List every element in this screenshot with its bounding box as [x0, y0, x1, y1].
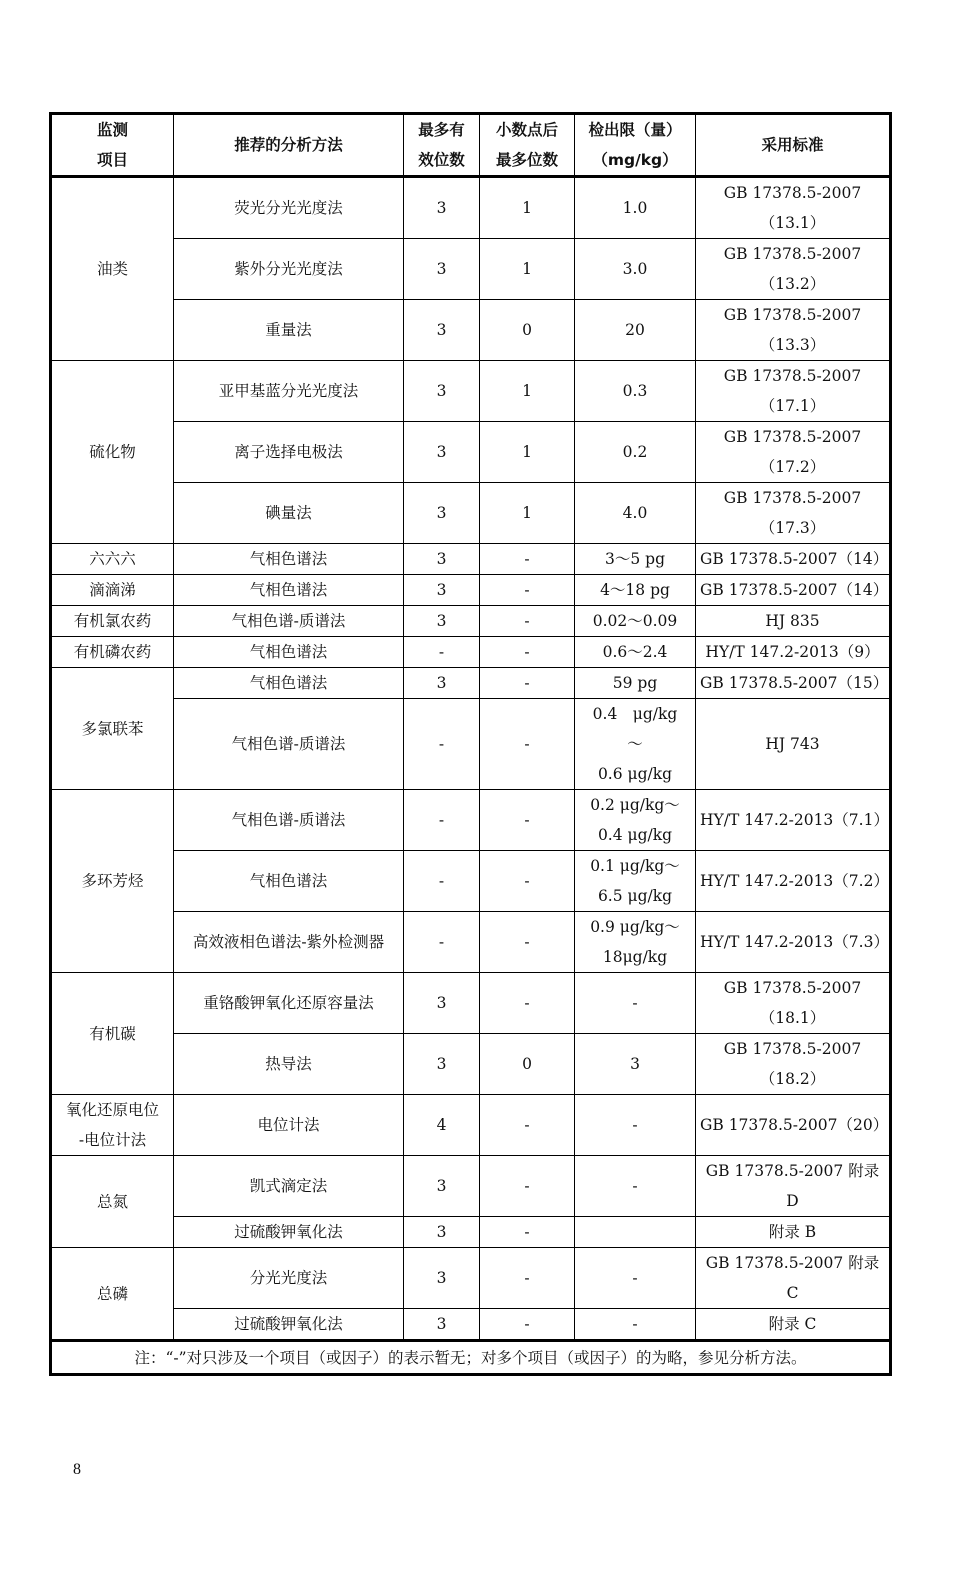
page-number: 8: [73, 1461, 81, 1478]
table-row: [51, 483, 891, 544]
standard-cell: 附录 B: [696, 1217, 891, 1248]
header-method: 推荐的分析方法: [174, 114, 404, 177]
table-row: [51, 544, 891, 575]
standard-cell: GB 17378.5-2007（13.2）: [696, 239, 891, 300]
decimal-places-cell: -: [480, 575, 575, 606]
item-cell: 有机氯农药: [51, 606, 174, 637]
table-row: [51, 668, 891, 699]
significant-digits-cell: 3: [404, 1217, 480, 1248]
decimal-places-cell: -: [480, 912, 575, 973]
significant-digits-cell: 3: [404, 668, 480, 699]
detection-limit-cell-line: 0.4 μg/kg ～: [592, 705, 693, 753]
standard-cell: GB 17378.5-2007（17.3）: [696, 483, 891, 544]
table-header: [51, 114, 891, 177]
detection-limit-cell: -: [575, 1095, 696, 1156]
standard-cell-line: C: [786, 1284, 799, 1302]
method-cell: 凯式滴定法: [174, 1156, 404, 1217]
decimal-places-cell: 1: [480, 483, 575, 544]
table-row: [51, 1034, 891, 1095]
decimal-places-cell: 0: [480, 1034, 575, 1095]
method-cell: 离子选择电极法: [174, 422, 404, 483]
standard-cell-line: D: [786, 1192, 799, 1210]
item-cell: 油类: [51, 177, 174, 361]
significant-digits-cell: 3: [404, 575, 480, 606]
header-item-line: 监测: [96, 121, 128, 139]
header-significant-digits-line: 最多有: [418, 121, 465, 139]
method-cell: 气相色谱-质谱法: [174, 790, 404, 851]
table-row: [51, 1217, 891, 1248]
header-decimal-places-line: 最多位数: [495, 151, 558, 169]
header-decimal-places-line: 小数点后: [495, 121, 558, 139]
method-cell: 重量法: [174, 300, 404, 361]
detection-limit-cell: 4～18 pg: [575, 575, 696, 606]
standard-cell: GB 17378.5-2007（14）: [696, 575, 891, 606]
significant-digits-cell: -: [404, 912, 480, 973]
detection-limit-cell: 20: [575, 300, 696, 361]
item-cell: 总磷: [51, 1248, 174, 1341]
detection-limit-cell-line: 18μg/kg: [602, 948, 668, 966]
significant-digits-cell: -: [404, 699, 480, 790]
detection-limit-cell: 0.6～2.4: [575, 637, 696, 668]
decimal-places-cell: -: [480, 544, 575, 575]
significant-digits-cell: 3: [404, 483, 480, 544]
item-cell: [51, 1095, 174, 1156]
analysis-methods-table: [49, 112, 892, 1376]
decimal-places-cell: -: [480, 699, 575, 790]
item-cell: 有机碳: [51, 973, 174, 1095]
table-row: [51, 851, 891, 912]
decimal-places-cell: -: [480, 606, 575, 637]
standard-cell: GB 17378.5-2007（17.1）: [696, 361, 891, 422]
table-row: [51, 300, 891, 361]
decimal-places-cell: -: [480, 851, 575, 912]
standard-cell: HY/T 147.2-2013（9）: [696, 637, 891, 668]
table-row: [51, 606, 891, 637]
standard-cell: HY/T 147.2-2013（7.3）: [696, 912, 891, 973]
method-cell: 碘量法: [174, 483, 404, 544]
item-cell: 滴滴涕: [51, 575, 174, 606]
table-row: [51, 637, 891, 668]
table-row: [51, 912, 891, 973]
method-cell: 气相色谱法: [174, 575, 404, 606]
header-row: [51, 114, 891, 177]
header-standard: 采用标准: [696, 114, 891, 177]
table-row: [51, 1309, 891, 1341]
table-row: [51, 575, 891, 606]
significant-digits-cell: 3: [404, 1034, 480, 1095]
standard-cell: HY/T 147.2-2013（7.1）: [696, 790, 891, 851]
standard-cell: GB 17378.5-2007（13.1）: [696, 177, 891, 239]
method-cell: 气相色谱-质谱法: [174, 606, 404, 637]
decimal-places-cell: 0: [480, 300, 575, 361]
detection-limit-cell: [575, 912, 696, 973]
detection-limit-cell: [575, 699, 696, 790]
detection-limit-cell-line: 0.6 μg/kg: [597, 765, 673, 783]
detection-limit-cell-line: 0.1 μg/kg～: [590, 857, 680, 875]
detection-limit-cell: 3: [575, 1034, 696, 1095]
table-row: [51, 239, 891, 300]
table-body: [51, 177, 891, 1341]
significant-digits-cell: 4: [404, 1095, 480, 1156]
method-cell: 气相色谱法: [174, 544, 404, 575]
standard-cell: HJ 835: [696, 606, 891, 637]
decimal-places-cell: -: [480, 1156, 575, 1217]
decimal-places-cell: -: [480, 790, 575, 851]
detection-limit-cell: [575, 851, 696, 912]
table-row: [51, 361, 891, 422]
significant-digits-cell: 3: [404, 361, 480, 422]
standard-cell: GB 17378.5-2007（15）: [696, 668, 891, 699]
detection-limit-cell: 3～5 pg: [575, 544, 696, 575]
table-row: [51, 422, 891, 483]
detection-limit-cell: 0.3: [575, 361, 696, 422]
item-cell-line: -电位计法: [78, 1131, 147, 1149]
table-row: [51, 790, 891, 851]
header-item: [51, 114, 174, 177]
method-cell: 分光光度法: [174, 1248, 404, 1309]
table-note: 注：“-”对只涉及一个项目（或因子）的表示暂无；对多个项目（或因子）的为略，参见分析方法。: [51, 1341, 891, 1375]
method-cell: 重铬酸钾氧化还原容量法: [174, 973, 404, 1034]
method-cell: 亚甲基蓝分光光度法: [174, 361, 404, 422]
header-detection-limit-line: 检出限（量）: [588, 121, 682, 139]
detection-limit-cell: 0.2: [575, 422, 696, 483]
detection-limit-cell: [575, 1217, 696, 1248]
item-cell-line: 氧化还原电位: [65, 1101, 159, 1119]
detection-limit-cell: -: [575, 973, 696, 1034]
significant-digits-cell: -: [404, 637, 480, 668]
method-cell: 荧光分光光度法: [174, 177, 404, 239]
table-row: [51, 1248, 891, 1309]
significant-digits-cell: 3: [404, 1248, 480, 1309]
method-cell: 过硫酸钾氧化法: [174, 1217, 404, 1248]
standard-cell: HJ 743: [696, 699, 891, 790]
method-cell: 气相色谱法: [174, 637, 404, 668]
standard-cell: GB 17378.5-2007（13.3）: [696, 300, 891, 361]
header-detection-limit-line: （mg/kg）: [592, 151, 678, 169]
standard-cell: 附录 C: [696, 1309, 891, 1341]
detection-limit-cell: -: [575, 1248, 696, 1309]
significant-digits-cell: -: [404, 851, 480, 912]
method-cell: 过硫酸钾氧化法: [174, 1309, 404, 1341]
decimal-places-cell: -: [480, 1217, 575, 1248]
detection-limit-cell: 1.0: [575, 177, 696, 239]
standard-cell: HY/T 147.2-2013（7.2）: [696, 851, 891, 912]
detection-limit-cell: -: [575, 1156, 696, 1217]
standard-cell: GB 17378.5-2007（18.2）: [696, 1034, 891, 1095]
decimal-places-cell: -: [480, 1248, 575, 1309]
header-decimal-places: [480, 114, 575, 177]
standard-cell-line: GB 17378.5-2007 附录: [705, 1162, 880, 1180]
item-cell: 六六六: [51, 544, 174, 575]
standard-cell-line: GB 17378.5-2007 附录: [705, 1254, 880, 1272]
detection-limit-cell-line: 0.9 μg/kg～: [590, 918, 680, 936]
significant-digits-cell: 3: [404, 544, 480, 575]
detection-limit-cell-line: 0.4 μg/kg: [597, 826, 673, 844]
detection-limit-cell: 3.0: [575, 239, 696, 300]
item-cell: 有机磷农药: [51, 637, 174, 668]
detection-limit-cell-line: 6.5 μg/kg: [597, 887, 673, 905]
significant-digits-cell: 3: [404, 606, 480, 637]
significant-digits-cell: 3: [404, 422, 480, 483]
item-cell: 硫化物: [51, 361, 174, 544]
decimal-places-cell: -: [480, 637, 575, 668]
header-significant-digits-line: 效位数: [418, 151, 465, 169]
significant-digits-cell: 3: [404, 300, 480, 361]
significant-digits-cell: 3: [404, 1156, 480, 1217]
note-row: [51, 1341, 891, 1375]
detection-limit-cell: -: [575, 1309, 696, 1341]
decimal-places-cell: 1: [480, 177, 575, 239]
significant-digits-cell: 3: [404, 239, 480, 300]
decimal-places-cell: 1: [480, 239, 575, 300]
item-cell: 多环芳烃: [51, 790, 174, 973]
item-cell: 总氮: [51, 1156, 174, 1248]
method-cell: 气相色谱法: [174, 668, 404, 699]
method-cell: 气相色谱法: [174, 851, 404, 912]
table-row: [51, 1156, 891, 1217]
detection-limit-cell: [575, 790, 696, 851]
decimal-places-cell: -: [480, 973, 575, 1034]
detection-limit-cell: 0.02～0.09: [575, 606, 696, 637]
detection-limit-cell: 4.0: [575, 483, 696, 544]
method-cell: 气相色谱-质谱法: [174, 699, 404, 790]
detection-limit-cell-line: 0.2 μg/kg～: [590, 796, 680, 814]
standard-cell: [696, 1248, 891, 1309]
table-row: [51, 177, 891, 239]
significant-digits-cell: -: [404, 790, 480, 851]
method-cell: 紫外分光光度法: [174, 239, 404, 300]
header-significant-digits: [404, 114, 480, 177]
method-cell: 高效液相色谱法-紫外检测器: [174, 912, 404, 973]
decimal-places-cell: -: [480, 1309, 575, 1341]
table-footer: [51, 1341, 891, 1375]
decimal-places-cell: -: [480, 1095, 575, 1156]
standard-cell: GB 17378.5-2007（20）: [696, 1095, 891, 1156]
header-item-line: 项目: [96, 151, 128, 169]
significant-digits-cell: 3: [404, 973, 480, 1034]
detection-limit-cell: 59 pg: [575, 668, 696, 699]
header-detection-limit: [575, 114, 696, 177]
method-cell: 电位计法: [174, 1095, 404, 1156]
item-cell: 多氯联苯: [51, 668, 174, 790]
decimal-places-cell: 1: [480, 422, 575, 483]
decimal-places-cell: 1: [480, 361, 575, 422]
method-cell: 热导法: [174, 1034, 404, 1095]
standard-cell: [696, 1156, 891, 1217]
table-row: [51, 1095, 891, 1156]
table-row: [51, 973, 891, 1034]
table-row: [51, 699, 891, 790]
decimal-places-cell: -: [480, 668, 575, 699]
standard-cell: GB 17378.5-2007（17.2）: [696, 422, 891, 483]
significant-digits-cell: 3: [404, 177, 480, 239]
significant-digits-cell: 3: [404, 1309, 480, 1341]
standard-cell: GB 17378.5-2007（14）: [696, 544, 891, 575]
standard-cell: GB 17378.5-2007（18.1）: [696, 973, 891, 1034]
